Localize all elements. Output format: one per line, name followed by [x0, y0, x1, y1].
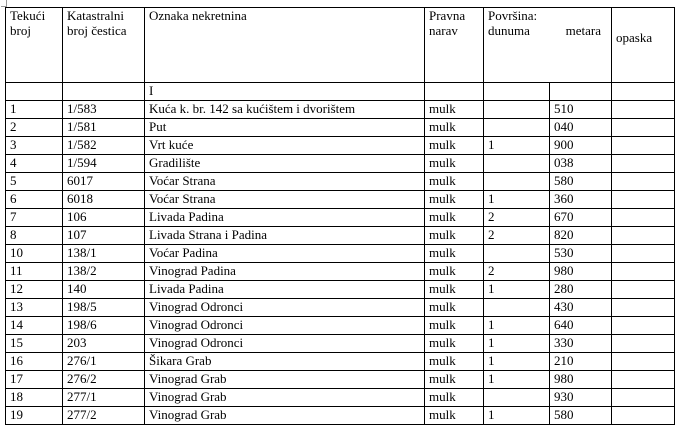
- row-broj: 7: [6, 209, 63, 227]
- row-dunuma: 1: [484, 371, 550, 389]
- header-katastralni-broj: Katastralni broj čestica: [63, 8, 145, 83]
- row-narav: mulk: [425, 155, 484, 173]
- header-oznaka: Oznaka nekretnina: [145, 8, 425, 83]
- section-cell-empty: [612, 83, 675, 101]
- row-broj: 1: [6, 101, 63, 119]
- row-opaska: [612, 209, 675, 227]
- row-narav: mulk: [425, 335, 484, 353]
- row-broj: 8: [6, 227, 63, 245]
- row-metara: 330: [550, 335, 612, 353]
- row-broj: 19: [6, 407, 63, 425]
- row-oznaka: Voćar Strana: [145, 173, 425, 191]
- header-dunuma: dunuma: [488, 23, 530, 38]
- table-row: [6, 227, 675, 245]
- row-narav: mulk: [425, 263, 484, 281]
- section-label: I: [145, 83, 425, 101]
- table-row: [6, 371, 675, 389]
- row-dunuma: 1: [484, 191, 550, 209]
- row-metara: 530: [550, 245, 612, 263]
- row-opaska: [612, 173, 675, 191]
- row-dunuma: [484, 101, 550, 119]
- row-cestica: 276/1: [63, 353, 145, 371]
- row-dunuma: 1: [484, 281, 550, 299]
- table-row: [6, 353, 675, 371]
- row-dunuma: [484, 173, 550, 191]
- row-oznaka: Vinograd Odronci: [145, 335, 425, 353]
- row-metara: 040: [550, 119, 612, 137]
- row-metara: 038: [550, 155, 612, 173]
- row-opaska: [612, 407, 675, 425]
- table-row: [6, 119, 675, 137]
- row-oznaka: Kuća k. br. 142 sa kućištem i dvorištem: [145, 101, 425, 119]
- row-broj: 2: [6, 119, 63, 137]
- row-cestica: 277/1: [63, 389, 145, 407]
- row-broj: 4: [6, 155, 63, 173]
- row-narav: mulk: [425, 245, 484, 263]
- row-narav: mulk: [425, 407, 484, 425]
- row-broj: 17: [6, 371, 63, 389]
- row-broj: 14: [6, 317, 63, 335]
- row-metara: 980: [550, 263, 612, 281]
- row-metara: 360: [550, 191, 612, 209]
- row-dunuma: 2: [484, 263, 550, 281]
- table-row: [6, 155, 675, 173]
- row-narav: mulk: [425, 317, 484, 335]
- table-row: [6, 407, 675, 425]
- row-narav: mulk: [425, 281, 484, 299]
- row-broj: 3: [6, 137, 63, 155]
- table-row: [6, 281, 675, 299]
- row-oznaka: Put: [145, 119, 425, 137]
- row-oznaka: Šikara Grab: [145, 353, 425, 371]
- table-anchor-mark: [1, 0, 7, 7]
- header-povrsina: [484, 8, 612, 83]
- row-cestica: 138/1: [63, 245, 145, 263]
- row-oznaka: Livada Padina: [145, 281, 425, 299]
- row-cestica: 276/2: [63, 371, 145, 389]
- table-row: [6, 173, 675, 191]
- row-dunuma: [484, 389, 550, 407]
- row-narav: mulk: [425, 353, 484, 371]
- row-opaska: [612, 119, 675, 137]
- table-row: [6, 101, 675, 119]
- row-oznaka: Vinograd Odronci: [145, 299, 425, 317]
- section-cell-empty: [484, 83, 550, 101]
- header-opaska: [612, 8, 675, 83]
- header-povrsina-label: Površina:: [488, 8, 538, 23]
- row-cestica: 1/582: [63, 137, 145, 155]
- row-metara: 930: [550, 389, 612, 407]
- table-row: [6, 245, 675, 263]
- row-narav: mulk: [425, 389, 484, 407]
- table-row: [6, 335, 675, 353]
- row-narav: mulk: [425, 101, 484, 119]
- row-oznaka: Voćar Strana: [145, 191, 425, 209]
- section-cell-empty: [550, 83, 612, 101]
- header-row: [6, 8, 675, 83]
- row-cestica: 106: [63, 209, 145, 227]
- row-cestica: 6018: [63, 191, 145, 209]
- row-metara: 900: [550, 137, 612, 155]
- row-dunuma: 1: [484, 137, 550, 155]
- row-dunuma: [484, 119, 550, 137]
- row-oznaka: Vinograd Grab: [145, 389, 425, 407]
- table-row: [6, 317, 675, 335]
- row-metara: 580: [550, 173, 612, 191]
- row-narav: mulk: [425, 209, 484, 227]
- row-oznaka: Vrt kuće: [145, 137, 425, 155]
- header-tekuci-broj: Tekući broj: [6, 8, 63, 83]
- row-opaska: [612, 317, 675, 335]
- row-opaska: [612, 191, 675, 209]
- row-oznaka: Livada Padina: [145, 209, 425, 227]
- table-row: [6, 263, 675, 281]
- row-broj: 16: [6, 353, 63, 371]
- row-cestica: 277/2: [63, 407, 145, 425]
- row-opaska: [612, 389, 675, 407]
- row-opaska: [612, 155, 675, 173]
- row-opaska: [612, 371, 675, 389]
- row-broj: 18: [6, 389, 63, 407]
- header-opaska-label: opaska: [616, 30, 653, 45]
- row-opaska: [612, 227, 675, 245]
- table-row: [6, 389, 675, 407]
- row-narav: mulk: [425, 371, 484, 389]
- row-metara: 580: [550, 407, 612, 425]
- row-broj: 10: [6, 245, 63, 263]
- row-cestica: 198/6: [63, 317, 145, 335]
- section-cell-empty: [6, 83, 63, 101]
- table-row: [6, 137, 675, 155]
- row-oznaka: Vinograd Grab: [145, 371, 425, 389]
- row-dunuma: 2: [484, 209, 550, 227]
- row-broj: 13: [6, 299, 63, 317]
- row-narav: mulk: [425, 137, 484, 155]
- header-metara: metara: [565, 23, 601, 38]
- row-metara: 980: [550, 371, 612, 389]
- row-narav: mulk: [425, 173, 484, 191]
- row-metara: 670: [550, 209, 612, 227]
- row-dunuma: [484, 299, 550, 317]
- row-cestica: 6017: [63, 173, 145, 191]
- row-cestica: 140: [63, 281, 145, 299]
- row-oznaka: Vinograd Odronci: [145, 317, 425, 335]
- row-broj: 6: [6, 191, 63, 209]
- row-opaska: [612, 101, 675, 119]
- row-oznaka: Vinograd Padina: [145, 263, 425, 281]
- section-cell-empty: [63, 83, 145, 101]
- row-oznaka: Voćar Padina: [145, 245, 425, 263]
- row-metara: 820: [550, 227, 612, 245]
- row-dunuma: 1: [484, 353, 550, 371]
- row-opaska: [612, 353, 675, 371]
- row-broj: 15: [6, 335, 63, 353]
- row-opaska: [612, 263, 675, 281]
- row-dunuma: 1: [484, 317, 550, 335]
- row-oznaka: Vinograd Grab: [145, 407, 425, 425]
- row-dunuma: 1: [484, 335, 550, 353]
- table-row: [6, 191, 675, 209]
- row-opaska: [612, 137, 675, 155]
- row-metara: 280: [550, 281, 612, 299]
- section-row: [6, 83, 675, 101]
- row-broj: 12: [6, 281, 63, 299]
- row-narav: mulk: [425, 227, 484, 245]
- row-cestica: 198/5: [63, 299, 145, 317]
- row-metara: 210: [550, 353, 612, 371]
- row-metara: 430: [550, 299, 612, 317]
- row-dunuma: 1: [484, 407, 550, 425]
- land-register-table: [5, 7, 675, 425]
- row-dunuma: 2: [484, 227, 550, 245]
- row-narav: mulk: [425, 191, 484, 209]
- row-metara: 510: [550, 101, 612, 119]
- table-row: [6, 299, 675, 317]
- header-pravna-narav: Pravna narav: [425, 8, 484, 83]
- row-cestica: 1/581: [63, 119, 145, 137]
- row-opaska: [612, 281, 675, 299]
- row-metara: 640: [550, 317, 612, 335]
- row-broj: 11: [6, 263, 63, 281]
- row-narav: mulk: [425, 299, 484, 317]
- row-opaska: [612, 245, 675, 263]
- row-oznaka: Livada Strana i Padina: [145, 227, 425, 245]
- table-row: [6, 209, 675, 227]
- section-cell-empty: [425, 83, 484, 101]
- row-oznaka: Gradilište: [145, 155, 425, 173]
- row-dunuma: [484, 245, 550, 263]
- row-cestica: 1/594: [63, 155, 145, 173]
- row-cestica: 203: [63, 335, 145, 353]
- row-broj: 5: [6, 173, 63, 191]
- row-opaska: [612, 299, 675, 317]
- row-narav: mulk: [425, 119, 484, 137]
- row-opaska: [612, 335, 675, 353]
- row-cestica: 1/583: [63, 101, 145, 119]
- row-cestica: 138/2: [63, 263, 145, 281]
- row-cestica: 107: [63, 227, 145, 245]
- row-dunuma: [484, 155, 550, 173]
